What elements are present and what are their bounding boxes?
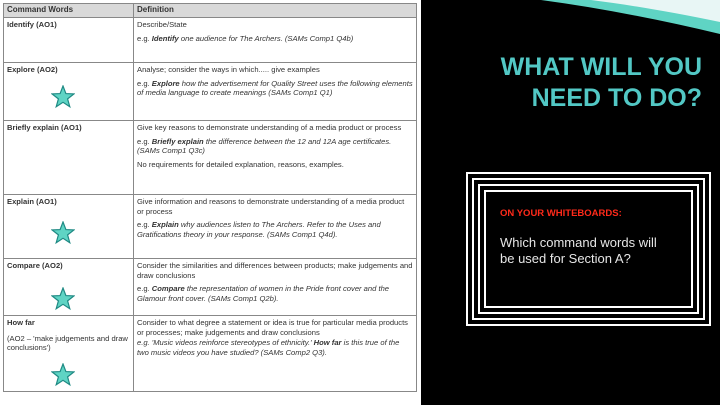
definition-text: Give information and reasons to demonstrate understanding of a media product or process: [137, 197, 405, 216]
command-word: Briefly explain (AO1): [7, 123, 82, 132]
command-word-cell: [4, 316, 134, 392]
definition-cell: [134, 195, 417, 259]
command-word: Identify (AO1): [7, 20, 57, 29]
example-text: e.g. Explore how the advertisement for Quality Street uses the following elements of media language to create meanings (SAMs Comp1 Q1): [137, 78, 413, 98]
command-word-cell: [4, 18, 134, 63]
column-header: Definition: [134, 4, 417, 18]
example-text: e.g. Compare the representation of women in the Pride front cover and the Glamour front cover. (SAMs Comp1 Q2b).: [137, 284, 390, 303]
definition-text: Give key reasons to demonstrate understanding of a media product or process: [137, 123, 402, 132]
definition-cell: [134, 63, 417, 121]
command-word: Explore (AO2): [7, 65, 58, 74]
star-icon: [51, 85, 75, 109]
star-icon: [51, 221, 75, 245]
table-row: [4, 18, 417, 63]
star-icon: [51, 363, 75, 387]
definition-cell: [134, 121, 417, 195]
command-word: How far: [7, 318, 35, 327]
definition-cell: [134, 316, 417, 392]
slide-title-line: NEED TO DO?: [531, 84, 702, 112]
definition-text: Describe/State: [137, 20, 187, 29]
example-text: e.g. Identify one audience for The Archers. (SAMs Comp1 Q4b): [137, 33, 354, 43]
command-word-cell: [4, 195, 134, 259]
command-word-cell: [4, 259, 134, 316]
table-row: [4, 316, 417, 392]
command-word-cell: [4, 63, 134, 121]
star-icon: [51, 287, 75, 311]
definition-text: Consider the similarities and differences between products; make judgements and draw conclusions: [137, 261, 413, 280]
definition-text: Analyse; consider the ways in which..... give examples: [137, 65, 320, 74]
slide-title: [442, 52, 702, 114]
example-text: e.g. Briefly explain the difference between the 12 and 12A age certificates. (SAMs Comp1 Q3c): [137, 136, 392, 156]
slide-title-line: WHAT WILL YOU: [500, 53, 702, 81]
command-words-table: [3, 3, 417, 392]
command-word: Compare (AO2): [7, 261, 63, 270]
column-header: Command Words: [4, 4, 134, 18]
definition-text: Consider to what degree a statement or idea is true for particular media products or processes; make judgements and draw conclusions: [137, 318, 408, 337]
table-header-row: [4, 4, 417, 18]
command-word-cell: [4, 121, 134, 195]
requirement-note: No requirements for detailed explanation, reasons, examples.: [137, 159, 344, 169]
decorative-swoosh: [421, 0, 720, 40]
command-word: Explain (AO1): [7, 197, 57, 206]
example-text: e.g. Explain why audiences listen to The Archers. Refer to the Uses and Gratifications theory in your response. (SAMs Comp1 Q4d).: [137, 220, 381, 239]
example-text: e.g. 'Music videos reinforce stereotypes of ethnicity.' How far is this true of the two music videos you have studied? (SAMs Comp2 Q3).: [137, 338, 400, 357]
whiteboard-question: Which command words will be used for Section A?: [500, 235, 657, 266]
command-word-note: (AO2 – 'make judgements and draw conclusions'): [7, 333, 128, 353]
table-row: [4, 63, 417, 121]
definition-cell: [134, 18, 417, 63]
table-row: [4, 259, 417, 316]
table-row: [4, 121, 417, 195]
definition-cell: [134, 259, 417, 316]
whiteboard-heading: ON YOUR WHITEBOARDS:: [500, 208, 622, 219]
table-row: [4, 195, 417, 259]
